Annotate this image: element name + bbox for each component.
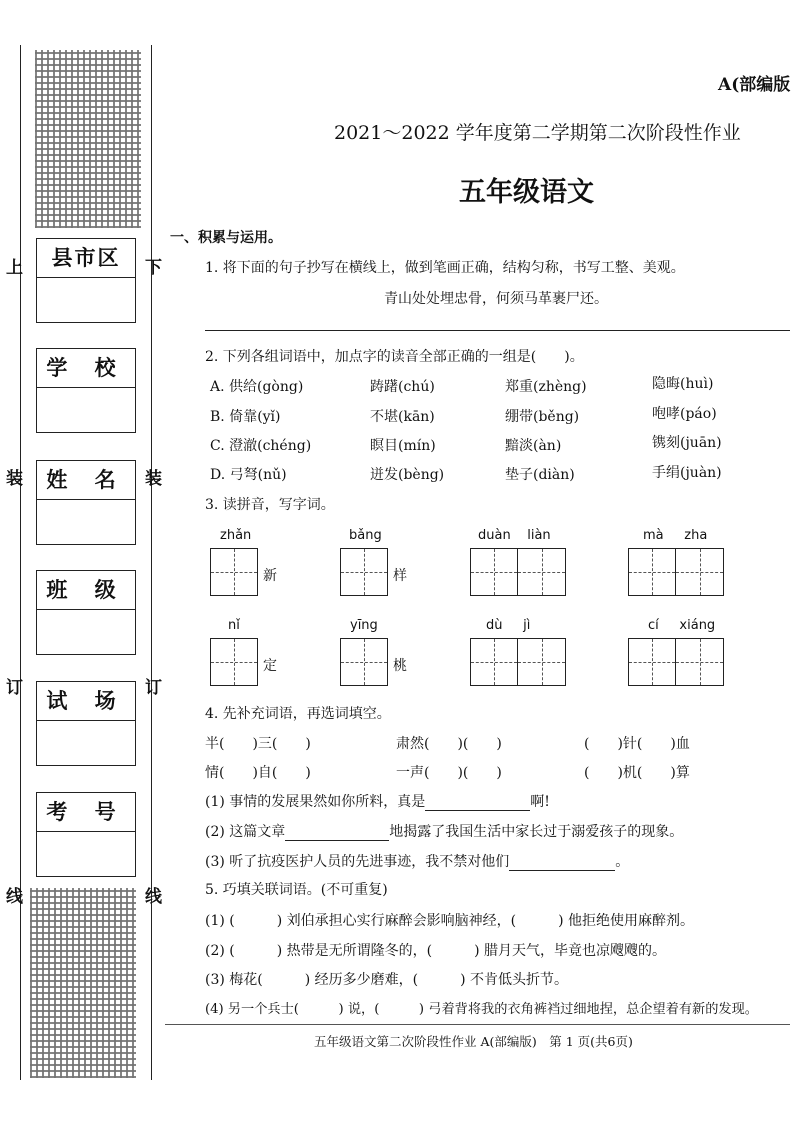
q2-option-a-word4: 隐晦(huì): [652, 376, 714, 392]
q4-sentence-1-a: (1) 事情的发展果然如你所料，真是: [205, 794, 426, 810]
q1-prompt: 1. 将下面的句子抄写在横线上，做到笔画正确，结构匀称，书写工整、美观。: [205, 260, 685, 276]
q3-r1-suffix-1: 新: [263, 568, 277, 584]
q3-r1-grid-2[interactable]: [340, 548, 388, 596]
q1-sentence: 青山处处埋忠骨，何须马革裹尸还。: [384, 291, 608, 307]
q4-prompt: 4. 先补充词语，再选词填空。: [205, 706, 391, 722]
q3-r1-pinyin-1: zhǎn: [220, 528, 252, 543]
q5-prompt: 5. 巧填关联词语。(不可重复): [205, 882, 388, 898]
edition-label: A(部编版: [718, 75, 791, 95]
q4-word-6[interactable]: ( )机( )算: [584, 765, 690, 781]
q2-option-c-word2: 瞑目(mín): [370, 438, 436, 454]
q2-option-d-word3: 垫子(diàn): [505, 467, 575, 483]
q2-option-d[interactable]: D. 弓弩(nǔ): [210, 467, 287, 483]
field-county: [36, 238, 136, 323]
q3-r1-suffix-2: 样: [393, 568, 407, 584]
field-school-input[interactable]: [37, 388, 135, 432]
field-county-label: 县市区: [37, 239, 135, 278]
q4-blank-3[interactable]: [509, 854, 615, 871]
q2-option-a-word3: 郑重(zhèng): [505, 379, 587, 395]
q2-option-c-word3: 黯淡(àn): [505, 438, 562, 454]
q3-r1-pinyin-3: duàn liàn: [478, 528, 551, 543]
field-name-label: 姓 名: [37, 461, 135, 500]
q3-r1-grid-1[interactable]: [210, 548, 258, 596]
binding-label-right-3: 订: [145, 678, 162, 698]
q4-blank-1[interactable]: [425, 794, 530, 811]
hatch-pattern-bottom: [30, 888, 136, 1078]
subject-title: 五年级语文: [459, 177, 594, 208]
q3-r2-suffix-1: 定: [263, 658, 277, 674]
field-class-label: 班 级: [37, 571, 135, 610]
field-room-input[interactable]: [37, 721, 135, 765]
q3-r2-grid-2[interactable]: [340, 638, 388, 686]
binding-label-left-4: 线: [6, 887, 23, 907]
field-name: [36, 460, 136, 545]
q3-r1-grid-3[interactable]: [470, 548, 566, 596]
page-footer: 五年级语文第二次阶段性作业 A(部编版) 第 1 页(共6页): [314, 1034, 633, 1049]
binding-label-right-1: 下: [145, 258, 162, 278]
q3-r2-grid-1[interactable]: [210, 638, 258, 686]
binding-line-right: [151, 45, 152, 1080]
section-title: 一、积累与运用。: [170, 230, 282, 246]
q2-option-b[interactable]: B. 倚靠(yǐ): [210, 409, 281, 425]
q3-r2-grid-4[interactable]: [628, 638, 724, 686]
q4-sentence-3-b: 。: [615, 854, 630, 870]
q3-r2-pinyin-4: cí xiáng: [648, 618, 716, 633]
q2-option-a-word2: 踌躇(chú): [370, 379, 435, 395]
q2-prompt: 2. 下列各组词语中，加点字的读音全部正确的一组是( )。: [205, 349, 584, 365]
field-exam-number: [36, 792, 136, 877]
q4-sentence-2-b: 地揭露了我国生活中家长过于溺爱孩子的现象。: [389, 824, 684, 840]
q3-r2-pinyin-3: dù jì: [486, 618, 531, 633]
field-class: [36, 570, 136, 655]
field-school-label: 学 校: [37, 349, 135, 388]
q3-r1-grid-4[interactable]: [628, 548, 724, 596]
binding-line-left: [20, 45, 21, 1080]
field-class-input[interactable]: [37, 610, 135, 654]
q2-option-b-word2: 不堪(kān): [370, 409, 435, 425]
q5-item-1[interactable]: (1) ( ) 刘伯承担心实行麻醉会影响脑神经，( ) 他拒绝使用麻醉剂。: [205, 913, 695, 929]
footer-rule: [165, 1024, 790, 1025]
field-room: [36, 681, 136, 766]
q3-r2-pinyin-1: nǐ: [228, 618, 240, 633]
q3-r1-pinyin-4: mà zha: [643, 528, 708, 543]
q3-r1-pinyin-2: bǎng: [349, 528, 382, 543]
q4-word-5[interactable]: 一声( )( ): [396, 765, 502, 781]
field-name-input[interactable]: [37, 500, 135, 544]
q2-option-c[interactable]: C. 澄澈(chéng): [210, 438, 312, 454]
q3-r2-suffix-2: 桃: [393, 658, 407, 674]
exam-title: 2021～2022 学年度第二学期第二次阶段性作业: [334, 122, 741, 144]
q1-writing-line[interactable]: [205, 330, 790, 331]
q3-prompt: 3. 读拼音，写字词。: [205, 497, 335, 513]
q3-r2-grid-3[interactable]: [470, 638, 566, 686]
q4-word-4[interactable]: 情( )自( ): [205, 765, 311, 781]
field-county-input[interactable]: [37, 278, 135, 322]
q2-option-a[interactable]: A. 供给(gòng): [210, 379, 304, 395]
q4-sentence-2: [205, 821, 683, 841]
binding-label-left-2: 装: [6, 469, 23, 489]
q4-sentence-1-b: 啊!: [530, 794, 550, 810]
q3-r2-pinyin-2: yīng: [350, 618, 378, 633]
field-school: [36, 348, 136, 433]
q4-sentence-3: [205, 851, 629, 871]
q4-word-1[interactable]: 半( )三( ): [205, 736, 311, 752]
q4-sentence-1: [205, 791, 550, 811]
field-exam-number-input[interactable]: [37, 832, 135, 876]
q2-option-c-word4: 镌刻(juān): [652, 435, 722, 451]
q2-option-d-word4: 手绢(juàn): [652, 465, 722, 481]
field-exam-number-label: 考 号: [37, 793, 135, 832]
q4-blank-2[interactable]: [285, 824, 389, 841]
q5-item-2[interactable]: (2) ( ) 热带是无所谓隆冬的，( ) 腊月天气，毕竟也凉飕飕的。: [205, 943, 667, 959]
q2-option-d-word2: 迸发(bèng): [370, 467, 445, 483]
q4-word-3[interactable]: ( )针( )血: [584, 736, 690, 752]
binding-label-left-3: 订: [6, 678, 23, 698]
q4-word-2[interactable]: 肃然( )( ): [396, 736, 502, 752]
q5-item-4[interactable]: (4) 另一个兵士( ) 说，( ) 弓着背将我的衣角裤裆过细地捏，总企望着有新的发现。: [205, 1002, 758, 1017]
q2-option-b-word4: 咆哮(páo): [652, 406, 717, 422]
q5-item-3[interactable]: (3) 梅花( ) 经历多少磨难，( ) 不肯低头折节。: [205, 972, 569, 988]
q2-option-b-word3: 绷带(běng): [505, 409, 580, 425]
binding-label-right-2: 装: [145, 469, 162, 489]
field-room-label: 试 场: [37, 682, 135, 721]
q4-sentence-3-a: (3) 听了抗疫医护人员的先进事迹，我不禁对他们: [205, 854, 510, 870]
binding-label-right-4: 线: [145, 887, 162, 907]
hatch-pattern-top: [35, 50, 141, 228]
q4-sentence-2-a: (2) 这篇文章: [205, 824, 286, 840]
binding-label-left-1: 上: [6, 258, 23, 278]
